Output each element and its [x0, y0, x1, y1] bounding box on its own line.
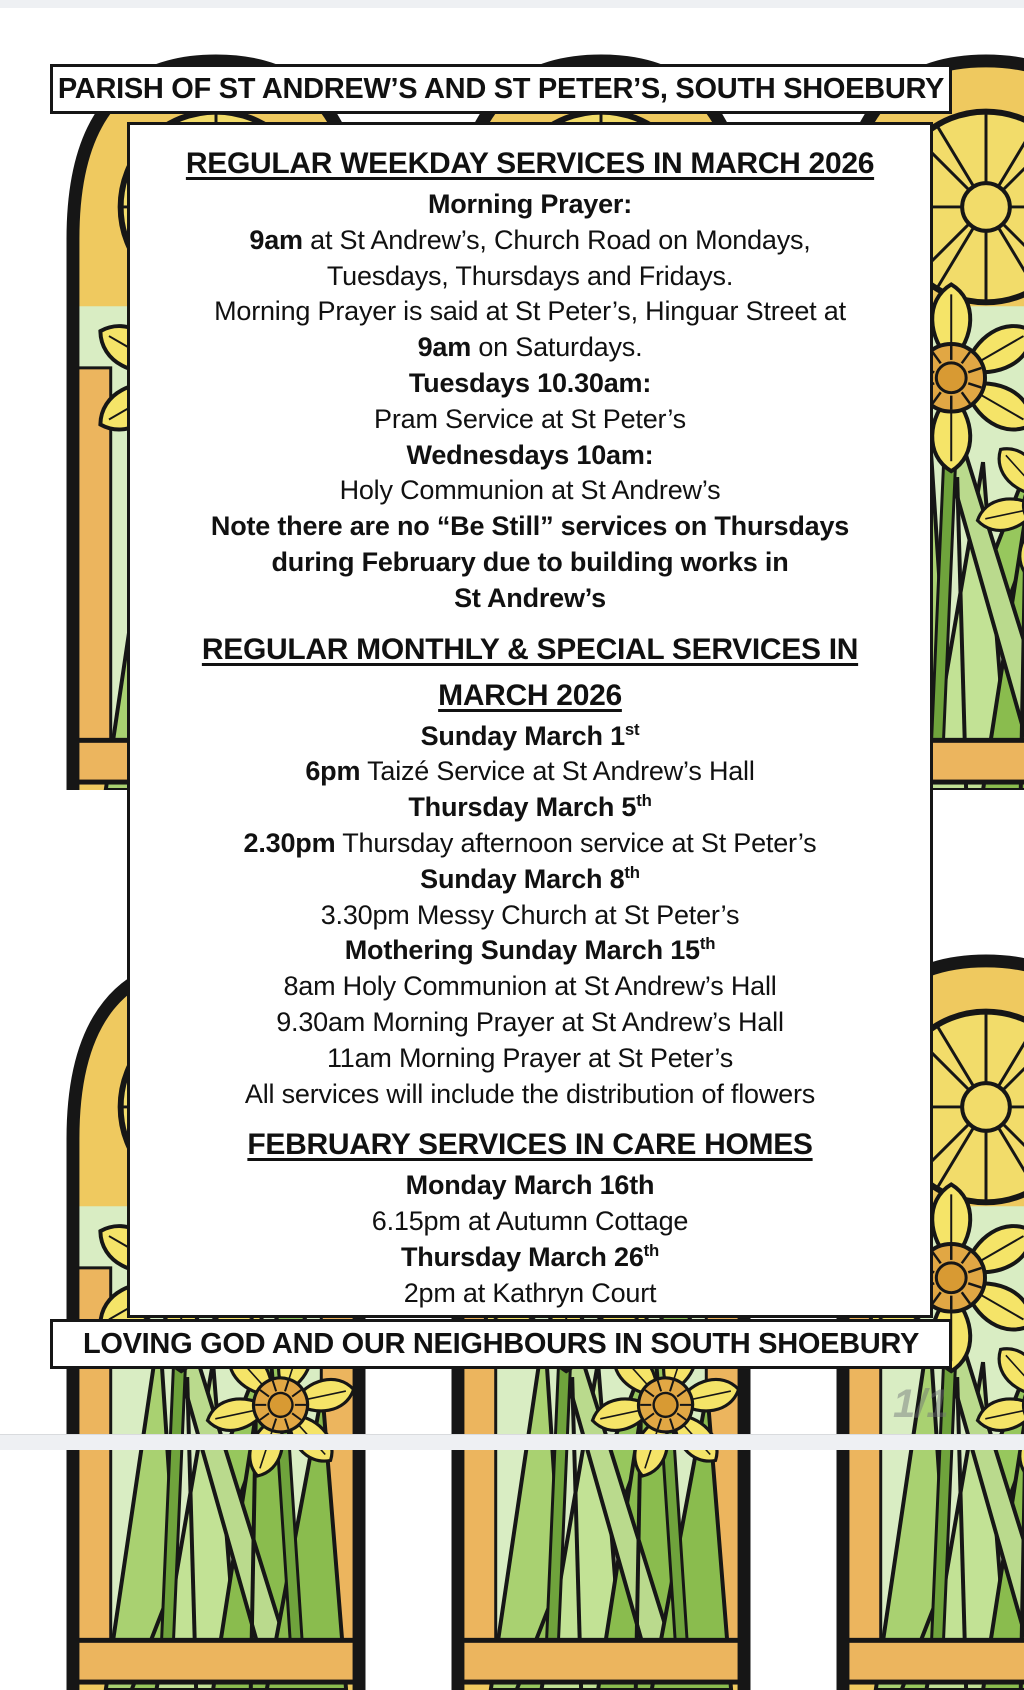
service-line: Wednesdays 10am:	[406, 439, 654, 470]
service-line: 8am Holy Communion at St Andrew’s Hall	[283, 971, 777, 1002]
service-line: 9am at St Andrew’s, Church Road on Mondays,	[249, 224, 811, 255]
service-line: Note there are no “Be Still” services on Thursdays	[210, 511, 850, 542]
top-edge-strip	[0, 0, 1024, 8]
footer-banner	[50, 1319, 952, 1369]
service-section	[130, 627, 930, 1113]
service-line: Pram Service at St Peter’s	[374, 403, 686, 434]
service-line: 2.30pm Thursday afternoon service at St Peter’s	[243, 827, 817, 858]
service-line: Tuesdays, Thursdays and Fridays.	[326, 260, 734, 291]
footer-banner-text: LOVING GOD AND OUR NEIGHBOURS IN SOUTH SHOEBURY	[82, 1327, 920, 1360]
service-section	[130, 1122, 930, 1311]
service-line: 2pm at Kathryn Court	[403, 1277, 657, 1308]
service-line: All services will include the distribution of flowers	[244, 1078, 816, 1109]
service-line: Monday March 16th	[405, 1170, 655, 1201]
section-heading: REGULAR WEEKDAY SERVICES IN MARCH 2026	[185, 147, 875, 180]
section-heading: MARCH 2026	[438, 678, 622, 712]
service-line: Holy Communion at St Andrew’s	[339, 475, 721, 506]
service-line: Thursday March 26th	[400, 1240, 660, 1272]
service-line: 6.15pm at Autumn Cottage	[371, 1206, 689, 1237]
service-line: 9.30am Morning Prayer at St Andrew’s Hall	[276, 1006, 784, 1037]
services-panel	[127, 122, 933, 1318]
service-line: Sunday March 8th	[420, 862, 640, 894]
service-line: Morning Prayer:	[427, 189, 633, 219]
service-line: 9am on Saturdays.	[417, 332, 643, 363]
service-line: Sunday March 1st	[420, 719, 640, 751]
header-banner-text: PARISH OF ST ANDREW’S AND ST PETER’S, SOUTH SHOEBURY	[57, 72, 945, 105]
service-line: 11am Morning Prayer at St Peter’s	[326, 1042, 734, 1073]
bottom-edge-strip	[0, 1434, 1024, 1450]
service-line: St Andrew’s	[454, 582, 606, 613]
header-banner	[50, 64, 952, 114]
section-heading: FEBRUARY SERVICES IN CARE HOMES	[247, 1128, 813, 1162]
service-section	[130, 141, 930, 617]
service-line: during February due to building works in	[271, 546, 789, 577]
page-indicator: 1/1	[893, 1382, 949, 1426]
service-line: Thursday March 5th	[408, 791, 652, 823]
service-line: Mothering Sunday March 15th	[344, 934, 716, 966]
service-line: 3.30pm Messy Church at St Peter’s	[320, 899, 740, 930]
service-line: Morning Prayer is said at St Peter’s, Hinguar Street at	[214, 296, 846, 327]
service-line: 6pm Taizé Service at St Andrew’s Hall	[305, 756, 755, 787]
service-line: Tuesdays 10.30am:	[408, 367, 652, 398]
section-heading: REGULAR MONTHLY & SPECIAL SERVICES IN	[201, 632, 859, 666]
